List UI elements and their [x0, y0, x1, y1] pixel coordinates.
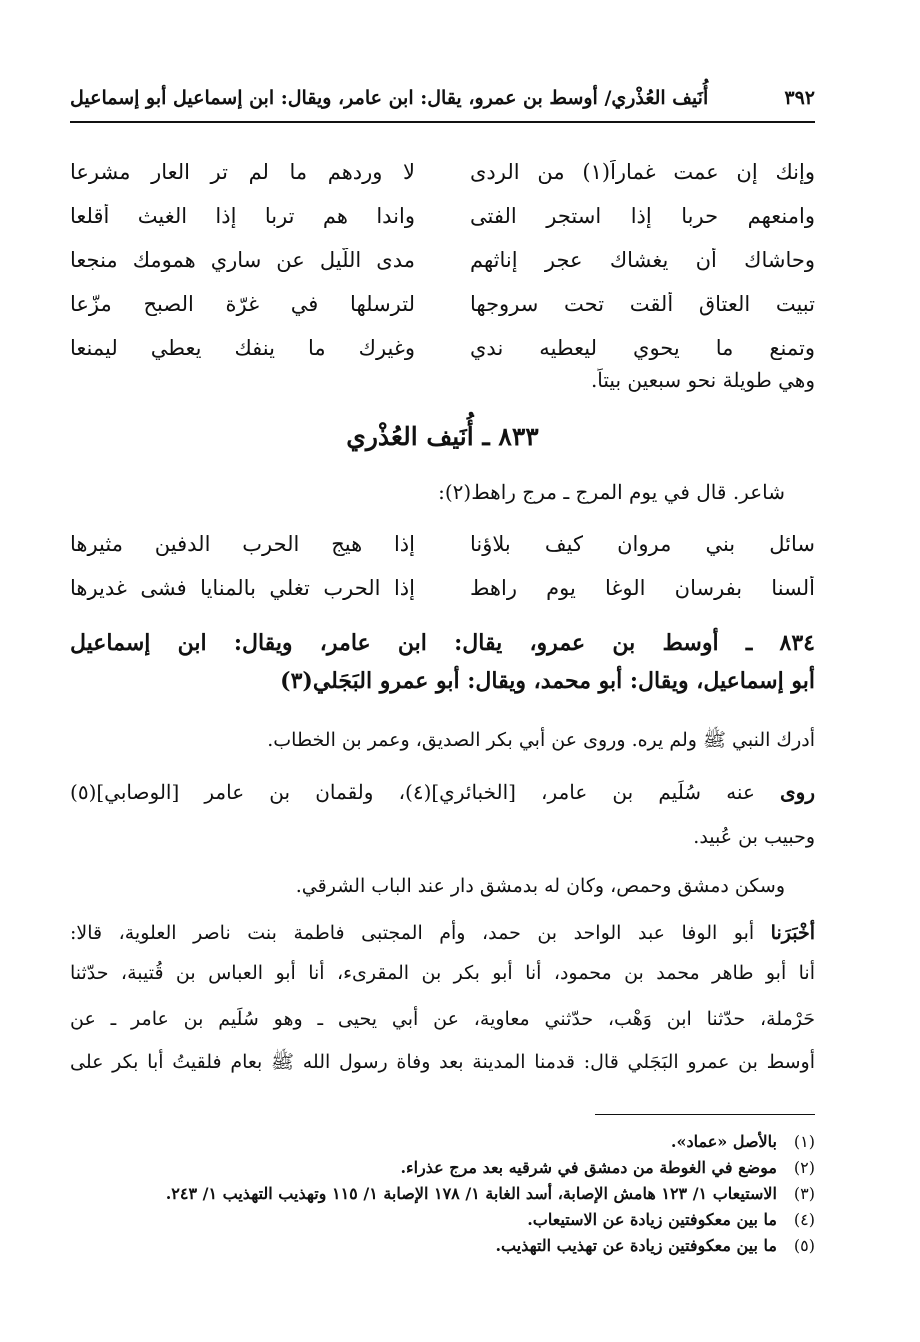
- footnote-number: (٣): [793, 1184, 815, 1203]
- poem-note: وهي طويلة نحو سبعين بيتاً.: [590, 368, 815, 392]
- footnote-number: (٢): [793, 1158, 815, 1177]
- verse-row: [70, 150, 815, 194]
- page-header: [70, 78, 815, 118]
- poem-block-2: [70, 522, 815, 610]
- footnote-divider: [595, 1114, 815, 1115]
- footnote-text: ما بين معكوفتين زيادة عن تهذيب التهذيب.: [495, 1236, 777, 1255]
- paragraph-lead-word: روى: [780, 780, 816, 804]
- paragraph-line: [70, 780, 815, 804]
- verse-left-hemistich: مدى اللّيل عن ساري همومك منجعا: [70, 248, 415, 272]
- verse-left-hemistich: إذا هيج الحرب الدفين مثيرها: [70, 532, 415, 556]
- verse-left-hemistich: واندا هم تربا إذا الغيث أقلعا: [70, 204, 415, 228]
- footnote: [70, 1184, 815, 1210]
- footnote-number: (٥): [793, 1236, 815, 1255]
- verse-left-hemistich: لترسلها في غرّة الصبح مزّعا: [70, 292, 415, 316]
- entry-834-title-line-1: ٨٣٤ ـ أوسط بن عمرو، يقال: ابن عامر، ويقال: ابن إسماعيل: [70, 630, 815, 656]
- paragraph-line: وسكن دمشق وحمص، وكان له بدمشق دار عند الباب الشرقي.: [295, 875, 785, 897]
- page-number: ٣٩٢: [784, 87, 815, 109]
- paragraph-line: [70, 922, 815, 944]
- verse-right-hemistich: وإنك إن عمت غماراً(١) من الردى: [470, 160, 815, 184]
- poem-block-1: [70, 150, 815, 370]
- paragraph-text: عنه سُلَيم بن عامر، [الخبائري](٤)، ولقمان بن عامر [الوصابي](٥): [70, 780, 781, 804]
- footnote: [70, 1158, 815, 1184]
- footnote-text: بالأصل «عماد».: [670, 1132, 777, 1151]
- verse-row: [70, 326, 815, 370]
- verse-right-hemistich: سائل بني مروان كيف بلاؤنا: [470, 532, 815, 556]
- verse-right-hemistich: وامنعهم حربا إذا استجر الفتى: [470, 204, 815, 228]
- paragraph-text: أبو الوفا عبد الواحد بن حمد، وأم المجتبى فاطمة بنت ناصر العلوية، قالا:: [70, 922, 771, 944]
- footnote-text: الاستيعاب ١/ ١٢٣ هامش الإصابة، أسد الغابة ١/ ١٧٨ الإصابة ١/ ١١٥ وتهذيب التهذيب ١/ ٢٤٣.: [165, 1184, 777, 1203]
- paragraph-line: أدرك النبي ﷺ ولم يره. وروى عن أبي بكر الصديق، وعمر بن الخطاب.: [267, 729, 815, 751]
- verse-right-hemistich: وتمنع ما يحوي ليعطيه ندي: [470, 336, 815, 360]
- paragraph-line: أنا أبو طاهر محمد بن محمود، أنا أبو بكر بن المقرىء، أنا أبو العباس بن قُتيبة، حدّثنا: [70, 962, 815, 984]
- footnote-text: موضع في الغوطة من دمشق في شرقيه بعد مرج عذراء.: [400, 1158, 777, 1177]
- paragraph-line: وحبيب بن عُبيد.: [693, 826, 815, 848]
- paragraph-line: حَرْملة، حدّثنا ابن وَهْب، حدّثني معاوية، عن أبي يحيى ـ وهو سُلَيم بن عامر ـ عن: [70, 1008, 815, 1030]
- verse-row: [70, 566, 815, 610]
- verse-right-hemistich: وحاشاك أن يغشاك عجر إناثهم: [470, 248, 815, 272]
- footnote-number: (١): [793, 1132, 815, 1151]
- footnotes: [70, 1132, 815, 1262]
- verse-left-hemistich: إذا الحرب تغلي بالمنايا فشى غديرها: [70, 576, 415, 600]
- paragraph-lead-word: أخْبَرَنا: [770, 922, 815, 944]
- entry-833-title: ٨٣٣ ـ أُنَيف العُذْري: [346, 422, 539, 451]
- verse-right-hemistich: تبيت العتاق ألقت تحت سروجها: [470, 292, 815, 316]
- verse-left-hemistich: وغيرك ما ينفك يعطي ليمنعا: [70, 336, 415, 360]
- paragraph-line: أوسط بن عمرو البَجَلي قال: قدمنا المدينة بعد وفاة رسول الله ﷺ بعام فلقيتُ أبا بكر على: [70, 1051, 815, 1073]
- footnote: [70, 1210, 815, 1236]
- verse-right-hemistich: ألسنا بفرسان الوغا يوم راهط: [470, 576, 815, 600]
- verse-row: [70, 282, 815, 326]
- verse-left-hemistich: لا وردهم ما لم تر العار مشرعا: [70, 160, 415, 184]
- footnote-number: (٤): [793, 1210, 815, 1229]
- entry-833-intro: شاعر. قال في يوم المرج ـ مرج راهط(٢):: [438, 480, 785, 504]
- verse-row: [70, 194, 815, 238]
- header-divider: [70, 121, 815, 123]
- footnote-text: ما بين معكوفتين زيادة عن الاستيعاب.: [527, 1210, 777, 1229]
- footnote: [70, 1236, 815, 1262]
- running-title: أُنَيف العُذْري/ أوسط بن عمرو، يقال: ابن عامر، ويقال: ابن إسماعيل أبو إسماعيل: [70, 87, 709, 109]
- footnote: [70, 1132, 815, 1158]
- entry-834-title-line-2: أبو إسماعيل، ويقال: أبو محمد، ويقال: أبو عمرو البَجَلي(٣): [280, 668, 815, 694]
- verse-row: [70, 238, 815, 282]
- verse-row: [70, 522, 815, 566]
